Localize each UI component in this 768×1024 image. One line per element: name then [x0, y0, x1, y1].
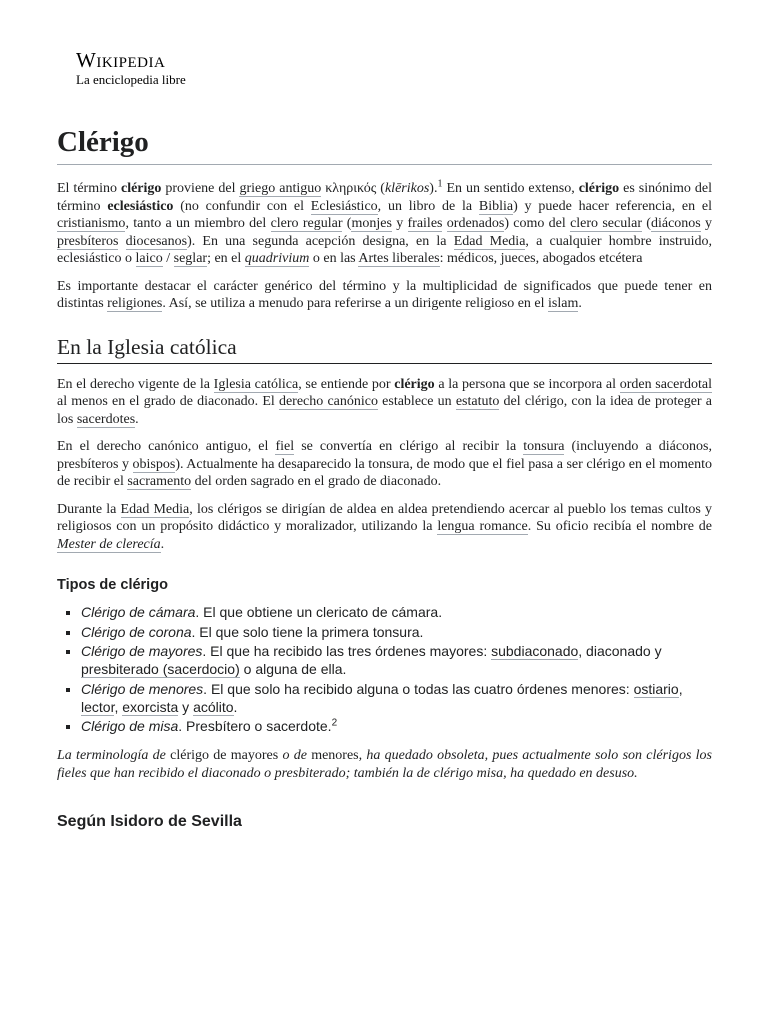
- text: . Su oficio recibía el nombre de: [527, 519, 713, 534]
- section-heading-isidoro: Según Isidoro de Sevilla: [57, 813, 242, 830]
- bold-term: clérigo: [578, 181, 620, 196]
- text: [118, 234, 125, 249]
- list-item: [81, 642, 712, 678]
- text: .: [233, 698, 238, 715]
- reference-2[interactable]: [332, 717, 338, 728]
- text: . El que solo tiene la primera tonsura.: [191, 623, 424, 640]
- italic-term: Clérigo de misa: [81, 718, 179, 734]
- text: y: [178, 698, 194, 715]
- bold-term: eclesiástico: [107, 198, 174, 214]
- text: , tanto a un miembro del: [125, 216, 271, 231]
- text: : médicos, jueces, abogados etcétera: [439, 251, 643, 266]
- text: a la persona que se incorpora al: [434, 376, 620, 392]
- link-presbiterado-sacerdocio[interactable]: presbiterado (sacerdocio): [81, 661, 240, 677]
- text: se convertía en clérigo al recibir la: [294, 439, 524, 454]
- link-iglesia-catolica[interactable]: Iglesia católica: [213, 376, 299, 392]
- link-diocesanos[interactable]: diocesanos: [125, 233, 188, 249]
- link-lengua-romance[interactable]: lengua romance: [437, 519, 528, 534]
- italic-term: Clérigo de corona: [81, 623, 192, 640]
- text: del orden sagrado en el grado de diaconado.: [191, 474, 442, 489]
- text: (: [642, 216, 651, 231]
- list-item: [81, 680, 712, 716]
- text: Durante la: [57, 501, 121, 517]
- text: ). En una segunda acepción designa, en la: [187, 233, 454, 249]
- text: . El que obtiene un clericato de cámara.: [195, 604, 443, 620]
- text: .: [578, 296, 582, 311]
- text: En el derecho vigente de la: [57, 376, 214, 392]
- link-ostiario[interactable]: ostiario: [633, 680, 679, 697]
- bold-term: clérigo: [394, 376, 435, 392]
- link-artes-liberales[interactable]: Artes liberales: [358, 251, 440, 266]
- text: ,: [678, 680, 683, 697]
- link-biblia[interactable]: Biblia: [478, 198, 514, 214]
- list-item: [81, 603, 712, 621]
- reference-link[interactable]: 2: [331, 717, 338, 729]
- link-islam[interactable]: islam: [548, 296, 579, 311]
- intro-paragraph-2: [57, 278, 712, 313]
- text: . El que ha recibido las tres órdenes mayores:: [202, 643, 492, 659]
- text: (: [342, 216, 352, 231]
- italic-term: klērikos: [384, 181, 430, 196]
- text: .: [160, 536, 165, 552]
- link-laico[interactable]: laico: [135, 251, 163, 266]
- link-griego-antiguo[interactable]: griego antiguo: [239, 181, 322, 196]
- link-frailes[interactable]: frailes: [407, 216, 443, 231]
- list-item: [81, 717, 712, 735]
- text: proviene del: [161, 181, 240, 196]
- text: . Presbítero o sacerdote.: [178, 718, 332, 734]
- text: . El que solo ha recibido alguna o todas las cuatro órdenes menores:: [203, 680, 634, 697]
- iglesia-paragraph-2: [57, 438, 712, 491]
- text: o alguna de ella.: [239, 661, 347, 677]
- text: En un sentido extenso,: [442, 181, 579, 196]
- italic-term: Clérigo de mayores: [81, 643, 203, 659]
- text: , a cualquier hombre instruido, eclesiástico o: [57, 233, 712, 266]
- text: , diaconado y: [578, 643, 662, 659]
- bold-term: clérigo: [120, 181, 162, 196]
- text: ).: [429, 181, 438, 196]
- text: En el derecho canónico antiguo, el: [57, 439, 276, 454]
- link-diaconos[interactable]: diáconos: [650, 216, 701, 231]
- link-clero-secular[interactable]: clero secular: [570, 216, 642, 231]
- link-fiel[interactable]: fiel: [275, 439, 295, 454]
- page-title: Clérigo: [57, 122, 712, 165]
- text: ; en el: [207, 251, 245, 266]
- link-tonsura[interactable]: tonsura: [523, 439, 565, 454]
- text: , los clérigos se dirigían de aldea en aldea pretendiendo acercar al pueblo los temas cultos y religiosos con un propósito didáctico y moralizador, utilizando la: [57, 501, 712, 534]
- text: (incluyendo a diáconos, presbíteros y: [57, 439, 712, 472]
- link-cristianismo[interactable]: cristianismo: [57, 216, 126, 231]
- link-clero-regular[interactable]: clero regular: [270, 216, 343, 231]
- link-subdiaconado[interactable]: subdiaconado: [491, 643, 579, 659]
- text: El término: [57, 181, 121, 196]
- link-quadrivium[interactable]: quadrivium: [244, 251, 310, 266]
- link-orden-sacerdotal[interactable]: orden sacerdotal: [619, 376, 713, 392]
- tipos-list: [57, 603, 712, 735]
- link-ordenados[interactable]: ordenados: [446, 216, 505, 231]
- iglesia-paragraph-1: [57, 376, 712, 429]
- link-acolito[interactable]: acólito: [193, 698, 234, 715]
- text: o de: [278, 748, 312, 763]
- text: y: [391, 216, 408, 231]
- list-item: [81, 623, 712, 641]
- text: , se entiende por: [298, 376, 395, 392]
- text: , ha quedado obsoleta, pues actualmente solo son clérigos los fieles que han recibido el diaconado o presbiterado; también la de clérigo misa, ha quedado en desuso.: [57, 748, 712, 781]
- text: es sinónimo del término: [57, 181, 712, 214]
- link-sacerdotes[interactable]: sacerdotes: [76, 411, 136, 427]
- article-body: [57, 180, 712, 840]
- text: ,: [114, 698, 123, 715]
- text: La terminología de: [57, 748, 171, 763]
- link-estatuto[interactable]: estatuto: [455, 394, 500, 409]
- text: ). Actualmente ha desaparecido la tonsura, de modo que el fiel pasa a ser clérigo en el momento de recibir el: [57, 456, 713, 489]
- link-exorcista[interactable]: exorcista: [122, 698, 179, 715]
- text: ) como del: [504, 216, 571, 231]
- link-presbiteros[interactable]: presbíteros: [57, 233, 119, 249]
- intro-paragraph-1: [57, 180, 712, 268]
- iglesia-paragraph-3: [57, 501, 712, 554]
- text: o en las: [309, 251, 359, 266]
- text: .: [135, 411, 139, 427]
- text: establece un: [377, 394, 456, 409]
- section-heading-tipos: Tipos de clérigo: [57, 577, 168, 593]
- link-mester-de-clerecia[interactable]: Mester de clerecía: [57, 536, 161, 552]
- text: al menos en el grado de diaconado. El: [57, 394, 279, 409]
- link-edad-media[interactable]: Edad Media: [453, 233, 526, 249]
- link-sacramento[interactable]: sacramento: [127, 474, 192, 489]
- text: , un libro de la: [377, 198, 479, 214]
- term: clérigo de mayores: [170, 748, 279, 763]
- link-lector[interactable]: lector: [81, 698, 115, 715]
- link-eclesiastico[interactable]: Eclesiástico: [310, 198, 378, 214]
- text: /: [162, 251, 174, 266]
- reference-link[interactable]: 1: [437, 178, 443, 190]
- link-religiones[interactable]: religiones: [107, 296, 163, 311]
- link-derecho-canonico[interactable]: derecho canónico: [278, 394, 378, 409]
- text: . Así, se utiliza a menudo para referirse a un dirigente religioso en el: [162, 296, 549, 311]
- logo-tagline: La enciclopedia libre: [76, 72, 186, 87]
- wikipedia-logo[interactable]: [76, 48, 236, 87]
- italic-term: Clérigo de menores: [81, 680, 204, 697]
- section-heading-iglesia: En la Iglesia católica: [57, 333, 712, 364]
- link-seglar[interactable]: seglar: [173, 251, 208, 266]
- text: κληρικός (: [321, 181, 385, 196]
- text: (no confundir con el: [173, 198, 311, 214]
- link-edad-media[interactable]: Edad Media: [120, 501, 190, 517]
- logo-wordmark: Wikipedia: [76, 48, 166, 72]
- text: del clérigo, con la idea de proteger a los: [57, 394, 712, 427]
- link-monjes[interactable]: monjes: [351, 216, 392, 231]
- italic-term: Clérigo de cámara: [81, 604, 196, 620]
- term: menores: [311, 748, 359, 763]
- text: ) y puede hacer referencia, en el: [513, 198, 712, 214]
- terminology-note: [57, 747, 712, 782]
- link-obispos[interactable]: obispos: [132, 456, 176, 472]
- text: y: [700, 216, 713, 231]
- text: Es importante destacar el carácter genérico del término y la multiplicidad de significados que puede tener en distintas: [57, 278, 712, 311]
